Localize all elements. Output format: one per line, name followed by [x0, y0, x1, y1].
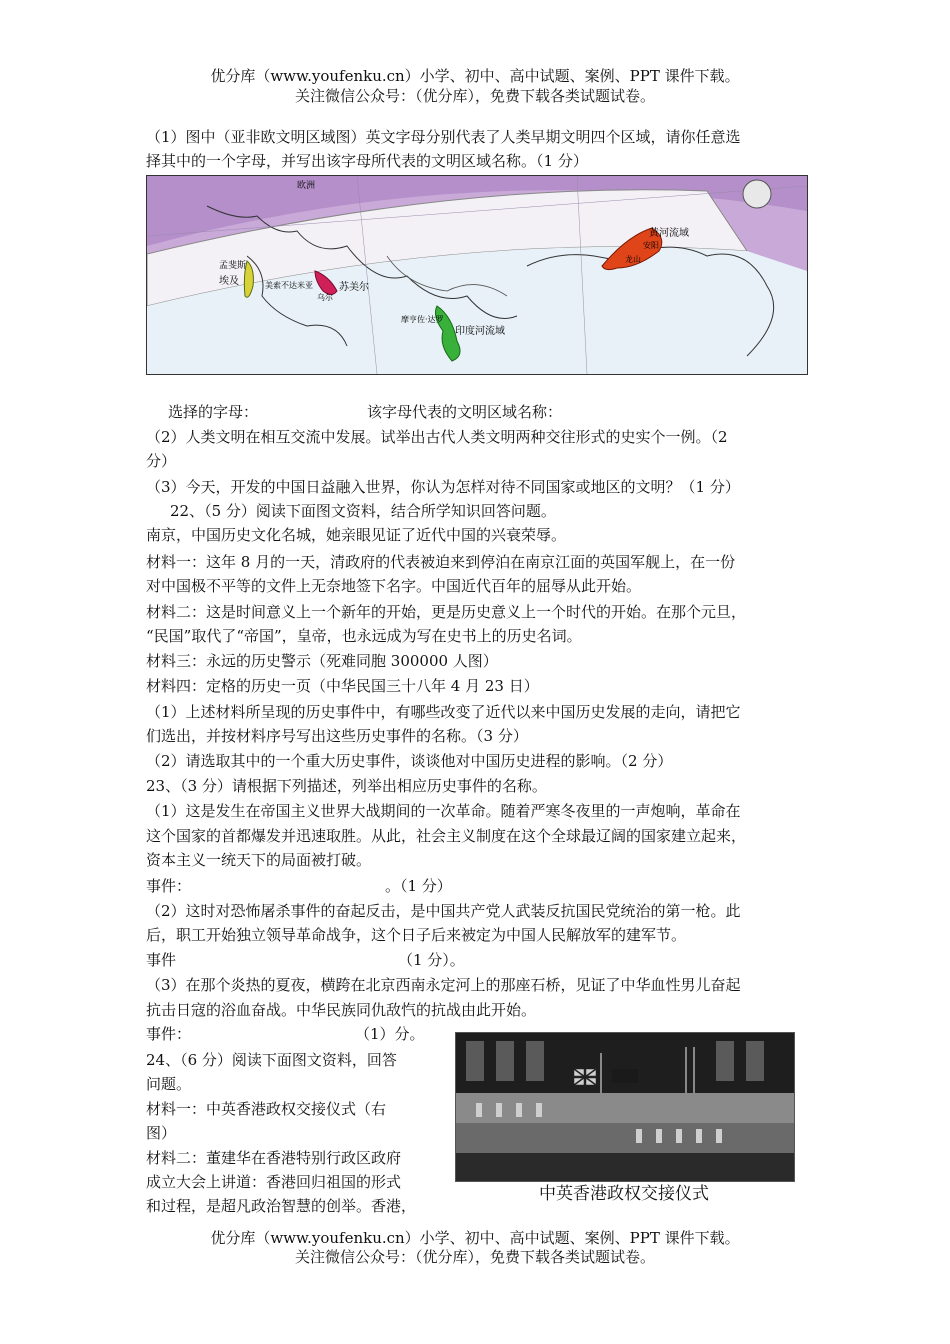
q21-part1-line1: （1）图中（亚非欧文明区域图）英文字母分别代表了人类早期文明四个区域，请你任意选	[146, 128, 741, 146]
civilization-map	[146, 175, 808, 375]
map-label-egypt: 埃及	[219, 276, 239, 287]
q23-event3-label: 事件：	[146, 1025, 192, 1043]
q22-material2-line1: 材料二：这是时间意义上一个新年的开始，更是历史意义上一个时代的开始。在那个元旦，	[146, 603, 747, 621]
map-label-anyang: 安阳	[643, 241, 659, 250]
q23-part1-line2: 这个国家的首都爆发并迅速取胜。从此，社会主义制度在这个全球最辽阔的国家建立起来，	[146, 827, 747, 845]
q23-event2-label: 事件	[146, 951, 177, 969]
q22-question2: （2）请选取其中的一个重大历史事件，谈谈他对中国历史进程的影响。（2 分）	[146, 752, 673, 770]
q23-part3-line1: （3）在那个炎热的夏夜，横跨在北京西南永定河上的那座石桥，见证了中华血性男儿奋起	[146, 976, 741, 994]
map-label-longshan: 龙山	[625, 255, 641, 264]
q22-intro: 22、（5 分）阅读下面图文资料，结合所学知识回答问题。	[170, 502, 556, 520]
q22-material1-line2: 对中国极不平等的文件上无奈地签下名字。中国近代百年的屈辱从此开始。	[146, 577, 642, 595]
q21-part2-line2: 分）	[146, 452, 177, 470]
q22-material4: 材料四：定格的历史一页（中华民国三十八年 4 月 23 日）	[146, 677, 539, 695]
map-label-indus: 印度河流域	[455, 326, 505, 337]
map-label-sumer: 苏美尔	[339, 282, 369, 293]
page-footer-line2: 关注微信公众号：（优分库），免费下载各类试题试卷。	[294, 1248, 655, 1266]
map-label-europe: 欧洲	[297, 181, 316, 191]
q24-line7: 和过程，是超凡政治智慧的创举。香港，	[146, 1197, 417, 1215]
q23-part1-line3: 资本主义一统天下的局面被打破。	[146, 851, 372, 869]
q24-line5: 材料二：董建华在香港特别行政区政府	[146, 1149, 402, 1167]
q21-part1-line2: 择其中的一个字母，并写出该字母所代表的文明区域名称。（1 分）	[146, 152, 588, 170]
map-label-memphis: 孟斐斯	[219, 261, 247, 271]
q24-line4: 图）	[146, 1124, 177, 1142]
q22-material3: 材料三：永远的历史警示（死难同胞 300000 人图）	[146, 652, 498, 670]
q22-nanjing: 南京，中国历史文化名城，她亲眼见证了近代中国的兴衰荣辱。	[146, 526, 567, 544]
q24-line1: 24、（6 分）阅读下面图文资料，回答	[146, 1051, 397, 1069]
globe-inset	[743, 180, 771, 208]
page-header-line1: 优分库（www.youfenku.cn）小学、初中、高中试题、案例、PPT 课件下载。	[210, 67, 740, 85]
q23-event2-score: （1 分）。	[398, 951, 465, 969]
q21-answer-region: 该字母代表的文明区域名称：	[367, 403, 563, 421]
q23-part2-line1: （2）这时对恐怖屠杀事件的奋起反击，是中国共产党人武装反抗国民党统治的第一枪。此	[146, 902, 741, 920]
q22-question1-line2: 们选出，并按材料序号写出这些历史事件的名称。（3 分）	[146, 727, 528, 745]
q23-event1-label: 事件：	[146, 877, 192, 895]
map-label-indus-city: 摩亨佐·达罗	[401, 315, 444, 324]
page-footer-line1: 优分库（www.youfenku.cn）小学、初中、高中试题、案例、PPT 课件下载。	[210, 1229, 740, 1247]
q24-line2: 问题。	[146, 1075, 192, 1093]
page-header-line2: 关注微信公众号：（优分库），免费下载各类试题试卷。	[294, 87, 655, 105]
q22-material2-line2: “民国”取代了“帝国”，皇帝，也永远成为写在史书上的历史名词。	[146, 627, 582, 645]
handover-ceremony-photo	[455, 1032, 795, 1182]
q21-answer-letter: 选择的字母：	[168, 403, 259, 421]
q23-event1-score: 。（1 分）	[385, 877, 452, 895]
map-label-ur: 乌尔	[317, 293, 333, 302]
q23-intro: 23、（3 分）请根据下列描述，列举出相应历史事件的名称。	[146, 777, 547, 795]
q22-question1-line1: （1）上述材料所呈现的历史事件中，有哪些改变了近代以来中国历史发展的走向，请把它	[146, 703, 741, 721]
q24-line6: 成立大会上讲道：香港回归祖国的形式	[146, 1173, 402, 1191]
q23-part3-line2: 抗击日寇的浴血奋战。中华民族同仇敌忾的抗战由此开始。	[146, 1001, 537, 1019]
q23-event3-score: （1）分。	[355, 1025, 425, 1043]
map-label-mesopotamia: 美索不达米亚	[265, 281, 313, 290]
q22-material1-line1: 材料一：这年 8 月的一天，清政府的代表被迫来到停泊在南京江面的英国军舰上，在一份	[146, 553, 736, 571]
q21-part2-line1: （2）人类文明在相互交流中发展。试举出古代人类文明两种交往形式的史实个一例。（2	[146, 428, 728, 446]
map-label-yellow-river: 黄河流域	[649, 228, 689, 239]
q21-part3: （3）今天，开发的中国日益融入世界，你认为怎样对待不同国家或地区的文明？（1 分）	[146, 478, 740, 496]
q23-part1-line1: （1）这是发生在帝国主义世界大战期间的一次革命。随着严寒冬夜里的一声炮响，革命在	[146, 802, 741, 820]
q23-part2-line2: 后，职工开始独立领导革命战争，这个日子后来被定为中国人民解放军的建军节。	[146, 926, 687, 944]
q24-line3: 材料一：中英香港政权交接仪式（右	[146, 1100, 387, 1118]
photo-caption: 中英香港政权交接仪式	[539, 1184, 709, 1204]
